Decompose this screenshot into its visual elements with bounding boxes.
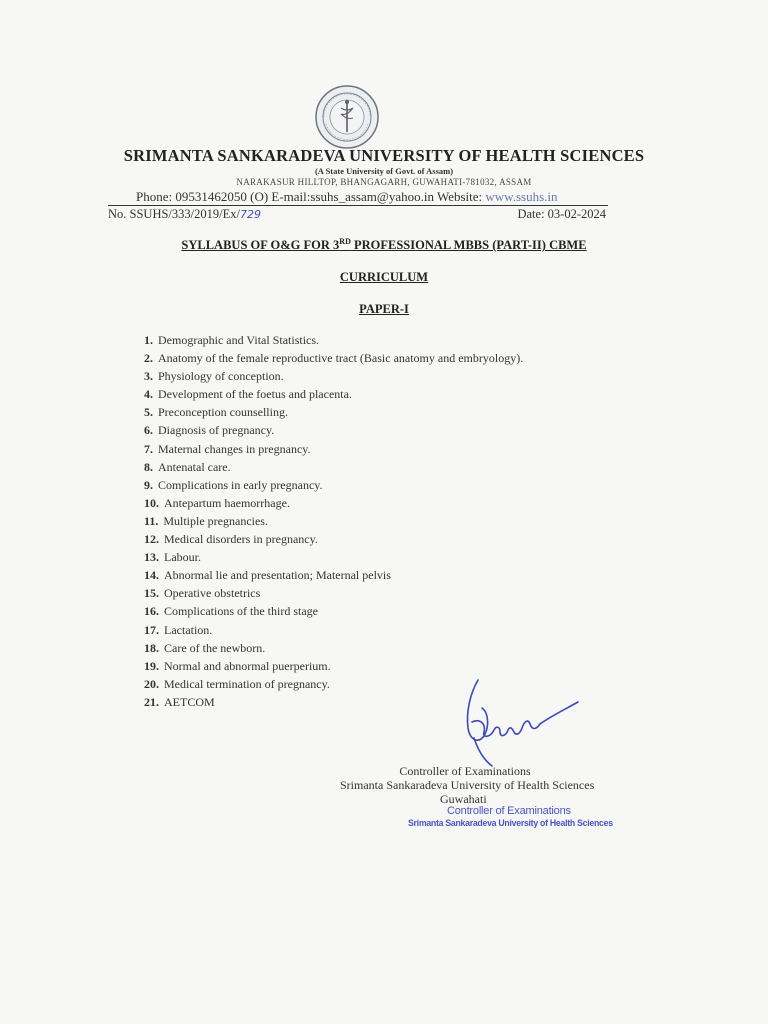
list-item-text: Normal and abnormal puerperium. bbox=[164, 658, 331, 673]
list-item-text: Care of the newborn. bbox=[164, 640, 266, 655]
list-item-number: 8. bbox=[144, 459, 153, 474]
list-item bbox=[144, 566, 523, 584]
list-item-number: 21. bbox=[144, 694, 159, 709]
list-item bbox=[144, 476, 523, 494]
signatory-city: Guwahati bbox=[440, 792, 487, 806]
list-item-number: 17. bbox=[144, 622, 159, 637]
list-item bbox=[144, 421, 523, 439]
letterhead-divider bbox=[108, 205, 608, 206]
signatory-title: Controller of Examinations bbox=[399, 764, 531, 778]
university-name: SRIMANTA SANKARADEVA UNIVERSITY OF HEALTH SCIENCES bbox=[123, 146, 645, 165]
list-item-text: Development of the foetus and placenta. bbox=[158, 387, 352, 402]
list-item-number: 12. bbox=[144, 532, 159, 547]
curriculum-heading: CURRICULUM bbox=[339, 270, 429, 284]
list-item bbox=[144, 349, 523, 367]
list-item-text: Operative obstetrics bbox=[164, 586, 261, 601]
contact-text: Phone: 09531462050 (O) E-mail:ssuhs_assam@yahoo.in Website: bbox=[136, 189, 486, 204]
list-item-number: 6. bbox=[144, 423, 153, 438]
list-item-text: Demographic and Vital Statistics. bbox=[158, 333, 320, 347]
university-seal-icon bbox=[314, 84, 380, 150]
list-item-number: 2. bbox=[144, 351, 153, 366]
list-item-number: 1. bbox=[144, 333, 153, 347]
reference-number-prefix: No. SSUHS/333/2019/Ex/ bbox=[108, 207, 240, 221]
paper-heading: PAPER-I bbox=[359, 302, 409, 316]
list-item-text: Complications in early pregnancy. bbox=[158, 477, 323, 492]
title-part2: PROFESSIONAL MBBS (PART-II) CBME bbox=[350, 238, 587, 253]
stamp-university: Srimanta Sankaradeva University of Health Sciences bbox=[408, 818, 613, 829]
title-superscript: RD bbox=[339, 237, 351, 246]
list-item-number: 7. bbox=[144, 441, 153, 456]
list-item-text: Diagnosis of pregnancy. bbox=[158, 423, 275, 438]
list-item bbox=[144, 367, 523, 385]
stamp-title: Controller of Examinations bbox=[447, 805, 571, 817]
list-item bbox=[144, 494, 523, 512]
title-part1: SYLLABUS OF O&G FOR 3 bbox=[181, 238, 340, 253]
list-item-text: Physiology of conception. bbox=[158, 369, 284, 384]
list-item-number: 16. bbox=[144, 604, 159, 619]
list-item bbox=[144, 403, 523, 421]
list-item-number: 13. bbox=[144, 550, 159, 565]
list-item-number: 10. bbox=[144, 495, 159, 510]
contact-line bbox=[136, 189, 557, 205]
signatory-university: Srimanta Sankaradeva University of Health Sciences bbox=[340, 778, 595, 792]
list-item-number: 3. bbox=[144, 369, 153, 384]
list-item-number: 19. bbox=[144, 658, 159, 673]
list-item-number: 20. bbox=[144, 676, 159, 691]
reference-number-handwritten: 729 bbox=[239, 208, 261, 221]
list-item bbox=[144, 602, 523, 620]
list-item-number: 5. bbox=[144, 405, 153, 420]
list-item bbox=[144, 331, 523, 349]
list-item bbox=[144, 385, 523, 403]
document-title bbox=[0, 237, 768, 253]
reference-number bbox=[108, 207, 261, 222]
list-item bbox=[144, 530, 523, 548]
topic-list bbox=[144, 331, 523, 711]
handwritten-signature-icon bbox=[448, 672, 588, 772]
list-item-number: 18. bbox=[144, 640, 159, 655]
list-item-text: AETCOM bbox=[164, 694, 215, 709]
list-item-text: Medical disorders in pregnancy. bbox=[164, 532, 318, 547]
list-item-number: 4. bbox=[144, 387, 153, 402]
list-item bbox=[144, 621, 523, 639]
list-item-text: Antenatal care. bbox=[158, 459, 231, 474]
list-item-number: 14. bbox=[144, 568, 159, 583]
website-link[interactable]: www.ssuhs.in bbox=[485, 189, 558, 204]
list-item bbox=[144, 512, 523, 530]
list-item-text: Multiple pregnancies. bbox=[163, 513, 268, 528]
list-item-number: 11. bbox=[144, 513, 159, 528]
list-item-number: 15. bbox=[144, 586, 159, 601]
list-item bbox=[144, 458, 523, 476]
list-item-number: 9. bbox=[144, 477, 153, 492]
list-item bbox=[144, 584, 523, 602]
list-item-text: Complications of the third stage bbox=[164, 604, 318, 619]
list-item-text: Labour. bbox=[164, 550, 201, 565]
university-address: NARAKASUR HILLTOP, BHANGAGARH, GUWAHATI-781032, ASSAM bbox=[236, 177, 532, 187]
list-item bbox=[144, 440, 523, 458]
list-item-text: Lactation. bbox=[164, 622, 213, 637]
list-item-text: Anatomy of the female reproductive tract (Basic anatomy and embryology). bbox=[158, 351, 524, 366]
university-subtitle: (A State University of Govt. of Assam) bbox=[314, 166, 454, 176]
list-item-text: Maternal changes in pregnancy. bbox=[158, 441, 311, 456]
list-item bbox=[144, 548, 523, 566]
list-item-text: Abnormal lie and presentation; Maternal pelvis bbox=[164, 568, 391, 583]
list-item-text: Preconception counselling. bbox=[158, 405, 288, 420]
list-item-text: Antepartum haemorrhage. bbox=[164, 495, 290, 510]
document-date: Date: 03-02-2024 bbox=[517, 207, 606, 221]
list-item-text: Medical termination of pregnancy. bbox=[164, 676, 330, 691]
list-item bbox=[144, 639, 523, 657]
